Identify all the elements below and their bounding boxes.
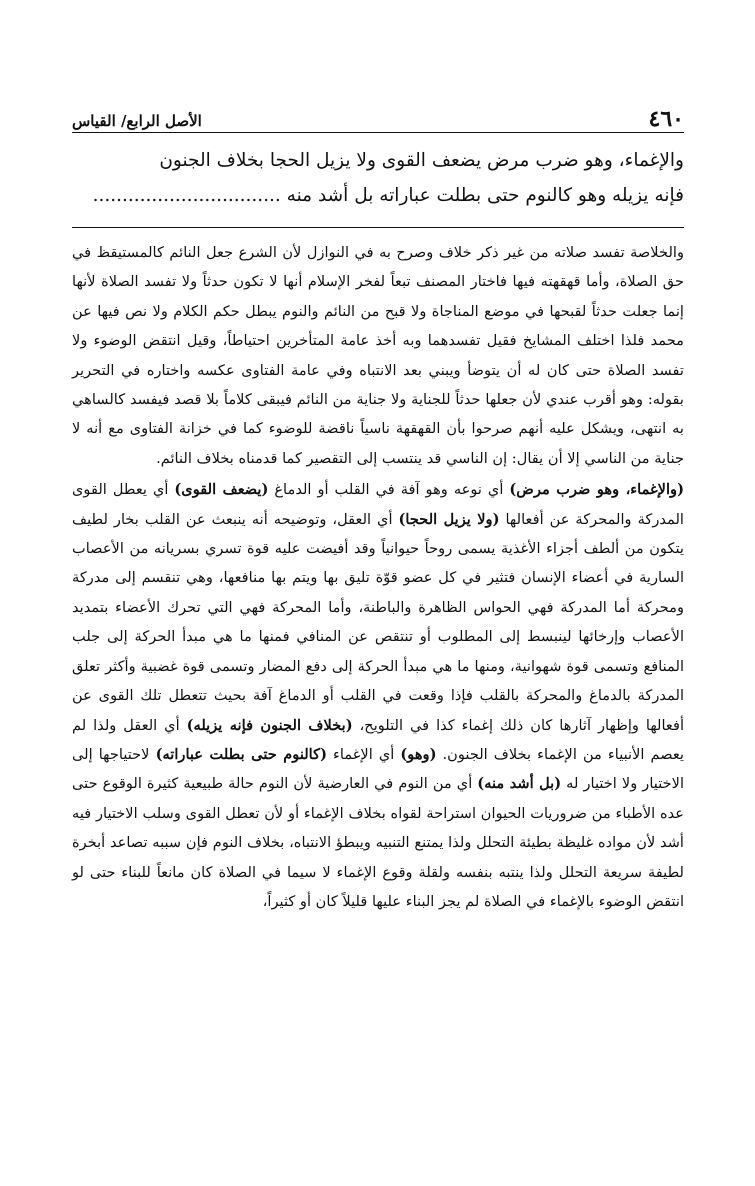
commentary-text: أي العقل، وتوضيحه أنه ينبعث عن القلب بخار لطيف يتكون من ألطف أجزاء الأغذية يسمى روحاً حيوانياً وقد أفيضت عليه قوة تسري بسريانه من الأعصاب السارية في أعضاء الإنسان فتثير في كل عضو قوّة تليق بها ويتم بها منافعها، وهي تنقسم إلى مدركة ومحركة أما المدركة فهي الحواس الظاهرة والباطنة، وأما المحركة فهي التي تحرك الأعضاء بتمديد الأعصاب وإرخائها لينبسط إلى المطلوب أو تنتقص عن المنافي فمنها ما هي مبدأ الحركة إلى جلب المنافع وتسمى قوة شهوانية، ومنها ما هي مبدأ الحركة إلى دفع المضار وتسمى قوة غضبية وأكثر تعلق المدركة بالدماغ والمحركة بالقلب فإذا وقعت في القلب أو الدماغ آفة بحيث تتعطل تلك القوى عن أفعالها وإظهار آثارها كان ذلك إغماء كذا في التلويح، [72,510,685,734]
page-header [72,96,684,133]
quoted-main-text: (ولا يزيل الحجا) [398,510,500,528]
commentary-text: لاحتياجها إلى الاختيار ولا اختيار له [72,745,684,793]
page-number: ٤٦٠ [648,106,684,132]
commentary-paragraph-2 [72,475,684,916]
commentary [72,238,684,916]
commentary-text: أي من النوم في العارضية لأن النوم حالة طبيعية كثيرة الوقوع حتى عده الأطباء من ضروريات الحيوان استراحة لقواه بخلاف الإغماء أو لأن تعطل القوى وسلب الاختيار فيه أشد لأن مواده غليظة بطيئة التحلل ولذا يمتنع التنبيه ويبطؤ الانتباه، بخلاف النوم فإن سببه تصاعد أبخرة لطيفة سريعة التحلل ولذا ينتبه بنفسه ولقلة وقوع الإغماء لا سيما في الصلاة كان مانعاً للبناء حتى لو انتقض الوضوء بالإغماء في الصلاة لم يجز البناء عليها قليلاً كان أو كثيراً، [72,775,684,910]
main-text-line-2 [72,178,684,213]
quoted-main-text: (كالنوم حتى بطلت عباراته) [155,745,327,763]
quoted-main-text: (يضعف القوى) [174,481,269,499]
commentary-text: أي نوعه وهو آفة في القلب أو الدماغ [268,481,510,499]
quoted-main-text: (والإغماء، وهو ضرب مرض) [509,481,684,499]
main-text-line-2-text: فإنه يزيله وهو كالنوم حتى بطلت عباراته بل أشد منه [286,185,684,206]
commentary-text: أي يعطل القوى المدركة والمحركة عن أفعالها [72,481,684,528]
book-page [72,96,684,916]
section-divider [72,227,684,228]
commentary-text: أي العقل ولذا لم يعصم الأنبياء من الإغماء بخلاف الجنون. [72,716,684,763]
continuation-dots: ................................ [92,185,281,206]
main-text [72,143,684,213]
quoted-main-text: (وهو) [400,745,437,763]
running-head: الأصل الرابع/ القياس [72,112,202,130]
commentary-text: أي الإغماء [327,745,401,763]
commentary-paragraph-1: والخلاصة تفسد صلاته من غير ذكر خلاف وصرح به في النوازل لأن الشرع جعل النائم كالمستيقظ في حق الصلاة، وأما قهقهته فيها فاختار المصنف تبعاً لفخر الإسلام أنها لا تكون حدثاً ولا تفسد الصلاة لأنها إنما جعلت حدثاً لقبحها في موضع المناجاة ولا قبح من النائم والنوم يبطل حكم الكلام ولا نص فيها عن محمد فلذا اختلف المشايخ فقيل تفسدهما وبه أخذ عامة المتأخرين احتياطاً، وقيل انتقض الوضوء ولا تفسد الصلاة حتى كان له أن يتوضأ ويبني بعد الانتباه وفي عامة الفتاوى عكسه واختاره في التحرير بقوله: وهو أقرب عندي لأن جعلها حدثاً للجناية ولا جناية من النائم فيبقى كلاماً بلا قصد فيفسد كالساهي به انتهى، ويشكل عليه أنهم صرحوا بأن القهقهة ناسياً ناقضة للوضوء كما في خزانة الفتاوى مع أنه لا جناية من الناسي إلا أن يقال: إن الناسي قد ينتسب إلى التقصير كما قدمناه بخلاف النائم. [72,244,684,467]
quoted-main-text: (بخلاف الجنون فإنه يزيله) [186,716,353,734]
main-text-line-1: والإغماء، وهو ضرب مرض يضعف القوى ولا يزيل الحجا بخلاف الجنون [159,150,684,171]
quoted-main-text: (بل أشد منه) [477,775,562,793]
